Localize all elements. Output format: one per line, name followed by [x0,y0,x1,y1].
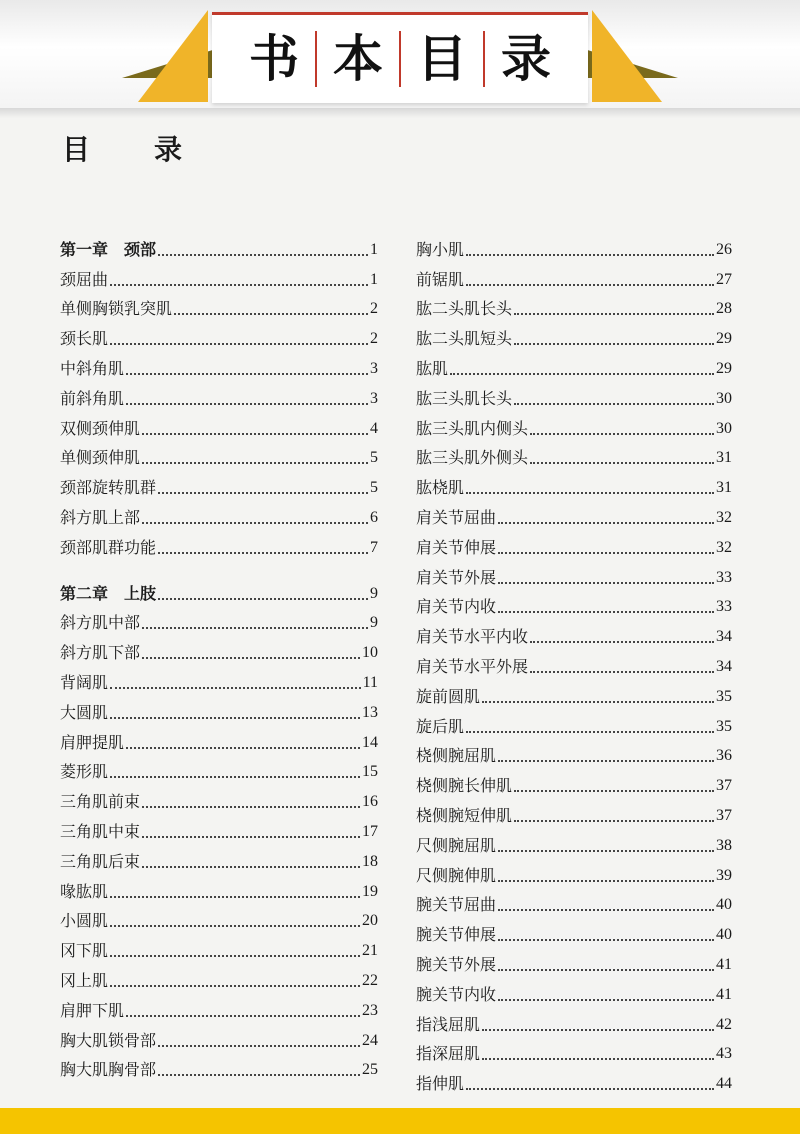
toc-heading: 目 录 [62,133,201,166]
toc-leader-dots [158,1074,360,1076]
toc-leader-dots [142,462,368,464]
toc-entry-label: 肱肌 [416,358,449,378]
toc-leader-dots [530,641,714,643]
toc-page-number: 43 [716,1045,732,1063]
toc-entry-label: 冈下肌 [60,941,109,961]
toc-page-number: 38 [716,836,732,854]
toc-entry-label: 肱三头肌长头 [416,388,513,408]
toc-page-number: 17 [362,822,378,840]
toc-page-number: 32 [716,508,732,526]
toc-leader-dots [530,671,714,673]
banner-shadow [0,108,800,118]
toc-page-number: 41 [716,985,732,1003]
toc-leader-dots [498,611,714,613]
toc-page-number: 33 [716,598,732,616]
toc-page-number: 27 [716,270,732,288]
toc-page-number: 14 [362,733,378,751]
toc-entry-label: 指深屈肌 [416,1044,481,1064]
toc-entry-label: 前斜角肌 [60,388,125,408]
toc-entry-label: 胸大肌锁骨部 [60,1030,157,1050]
toc-leader-dots [498,850,714,852]
toc-leader-dots [514,820,714,822]
toc-leader-dots [498,880,714,882]
toc-entry-label: 腕关节屈曲 [416,895,497,915]
toc-entry-label: 斜方肌中部 [60,613,141,633]
toc-entry-label: 颈部肌群功能 [60,537,157,557]
toc-page-number: 9 [370,614,378,632]
toc-entry-label: 肩胛提肌 [60,732,125,752]
toc-leader-dots [498,969,714,971]
toc-page-number: 1 [370,270,378,288]
toc-leader-dots [466,1088,714,1090]
toc-page-number: 19 [362,882,378,900]
toc-page-number: 26 [716,240,732,258]
toc-entry[interactable] [60,379,378,409]
toc-entry[interactable] [416,677,732,707]
toc-leader-dots [158,552,368,554]
toc-left-column [60,230,378,1080]
toc-entry-label: 斜方肌上部 [60,507,141,527]
toc-entry[interactable] [416,647,732,677]
toc-page-number: 40 [716,896,732,914]
toc-entry[interactable] [60,842,378,872]
toc-entry-label: 胸大肌胸骨部 [60,1060,157,1080]
toc-entry[interactable] [416,617,732,647]
toc-page-number: 29 [716,359,732,377]
toc-leader-dots [530,433,714,435]
toc-entry[interactable] [60,439,378,469]
banner-title-char: 录 [501,30,551,88]
toc-page-number: 30 [716,389,732,407]
toc-entry[interactable] [416,1064,732,1094]
toc-entry-label: 肩关节水平外展 [416,656,529,676]
toc-entry[interactable] [416,439,732,469]
toc-entry-label: 颈屈曲 [60,269,109,289]
banner-title-char: 本 [333,30,383,88]
toc-entry-label: 小圆肌 [60,911,109,931]
toc-entry[interactable] [416,349,732,379]
toc-leader-dots [142,522,368,524]
toc-leader-dots [498,582,714,584]
toc-entry-label: 尺侧腕伸肌 [416,865,497,885]
toc-page-number: 37 [716,806,732,824]
toc-entry-label: 菱形肌 [60,762,109,782]
toc-entry-label: 腕关节内收 [416,984,497,1004]
toc-page-number: 36 [716,747,732,765]
toc-leader-dots [498,552,714,554]
toc-entry-label: 三角肌中束 [60,821,141,841]
toc-entry[interactable] [60,693,378,723]
toc-entry-label: 前锯肌 [416,269,465,289]
toc-entry[interactable] [60,991,378,1021]
toc-entry[interactable] [60,528,378,558]
toc-page-number: 35 [716,717,732,735]
toc-entry-label: 肱三头肌外侧头 [416,448,529,468]
toc-page-number: 42 [716,1015,732,1033]
toc-leader-dots [158,254,368,256]
toc-right-column [416,230,732,1094]
toc-leader-dots [498,939,714,941]
toc-spacer [60,558,378,574]
toc-page-number: 1 [370,240,378,258]
toc-entry-label: 第一章 颈部 [60,239,157,259]
toc-leader-dots [514,790,714,792]
toc-leader-dots [126,1015,360,1017]
toc-entry[interactable] [416,558,732,588]
toc-leader-dots [174,313,368,315]
toc-entry-label: 第二章 上肢 [60,583,157,603]
toc-entry[interactable] [416,737,732,767]
toc-entry[interactable] [416,975,732,1005]
toc-page-number: 44 [716,1075,732,1093]
toc-page-number: 11 [362,673,378,691]
toc-entry-label: 肩关节内收 [416,597,497,617]
toc-page-number: 31 [716,449,732,467]
toc-entry[interactable] [60,902,378,932]
toc-page-number: 34 [716,657,732,675]
toc-entry-label: 肱二头肌长头 [416,299,513,319]
toc-entry-label: 肱三头肌内侧头 [416,418,529,438]
toc-page-number: 25 [362,1061,378,1079]
toc-entry-label: 三角肌后束 [60,851,141,871]
toc-page-number: 4 [370,419,378,437]
toc-leader-dots [142,433,368,435]
toc-leader-dots [482,1058,714,1060]
toc-entry[interactable] [416,528,732,558]
toc-entry-label: 肩关节屈曲 [416,507,497,527]
toc-entry[interactable] [60,604,378,634]
toc-page-number: 41 [716,955,732,973]
toc-entry-label: 桡侧腕短伸肌 [416,805,513,825]
banner-left-accent [138,10,208,102]
toc-entry-label: 背阔肌 [60,672,109,692]
toc-entry-label: 旋前圆肌 [416,686,481,706]
toc-entry[interactable] [416,945,732,975]
toc-page-number: 3 [370,389,378,407]
toc-leader-dots [126,373,368,375]
toc-page-number: 40 [716,926,732,944]
toc-entry-label: 单侧胸锁乳突肌 [60,299,173,319]
toc-leader-dots [158,598,368,600]
toc-entry[interactable] [416,379,732,409]
toc-page-number: 6 [370,508,378,526]
toc-leader-dots [142,806,360,808]
toc-page-number: 18 [362,852,378,870]
toc-entry-label: 肩胛下肌 [60,1000,125,1020]
toc-entry[interactable] [60,290,378,320]
toc-entry[interactable] [60,498,378,528]
toc-entry-label: 斜方肌下部 [60,643,141,663]
toc-leader-dots [466,492,714,494]
toc-page-number: 32 [716,538,732,556]
toc-entry-label: 颈长肌 [60,329,109,349]
toc-entry-label: 肩关节水平内收 [416,627,529,647]
toc-entry[interactable] [60,1021,378,1051]
toc-entry[interactable] [60,872,378,902]
toc-leader-dots [142,657,360,659]
toc-leader-dots [110,717,360,719]
toc-leader-dots [110,985,360,987]
toc-page-number: 2 [370,330,378,348]
toc-leader-dots [110,955,360,957]
toc-entry[interactable] [416,319,732,349]
toc-page-number: 2 [370,300,378,318]
toc-page-number: 5 [370,449,378,467]
toc-leader-dots [110,925,360,927]
toc-entry[interactable] [416,409,732,439]
toc-page-number: 23 [362,1001,378,1019]
toc-leader-dots [158,1045,360,1047]
toc-entry-label: 胸小肌 [416,239,465,259]
toc-entry[interactable] [60,349,378,379]
toc-page-number: 30 [716,419,732,437]
toc-entry[interactable] [60,1051,378,1081]
toc-page-number: 7 [370,538,378,556]
toc-entry-label: 喙肱肌 [60,881,109,901]
toc-entry[interactable] [60,782,378,812]
toc-entry-label: 指浅屈肌 [416,1014,481,1034]
toc-page-number: 28 [716,300,732,318]
toc-entry[interactable] [60,409,378,439]
toc-leader-dots [142,627,368,629]
toc-entry[interactable] [60,931,378,961]
toc-entry-label: 大圆肌 [60,702,109,722]
toc-leader-dots [142,836,360,838]
toc-entry[interactable] [416,230,732,260]
toc-page-number: 39 [716,866,732,884]
toc-page-number: 22 [362,971,378,989]
toc-entry[interactable] [60,260,378,290]
toc-entry[interactable] [60,633,378,663]
toc-page-number: 29 [716,330,732,348]
toc-leader-dots [514,403,714,405]
toc-page-number: 20 [362,912,378,930]
toc-leader-dots [110,896,360,898]
toc-entry[interactable] [60,468,378,498]
toc-entry-label: 肱桡肌 [416,478,465,498]
toc-entry[interactable] [416,856,732,886]
toc-leader-dots [514,343,714,345]
banner-right-accent [592,10,662,102]
toc-entry[interactable] [416,468,732,498]
toc-entry-label: 中斜角肌 [60,358,125,378]
toc-entry[interactable] [416,498,732,528]
toc-entry[interactable] [416,1035,732,1065]
toc-page-number: 24 [362,1031,378,1049]
toc-entry-label: 颈部旋转肌群 [60,478,157,498]
banner-title-char: 目 [417,30,467,88]
toc-entry[interactable] [60,961,378,991]
toc-entry[interactable] [416,796,732,826]
toc-entry-label: 双侧颈伸肌 [60,418,141,438]
toc-leader-dots [126,747,360,749]
toc-leader-dots [142,866,360,868]
toc-entry-label: 冈上肌 [60,970,109,990]
toc-page-number: 5 [370,479,378,497]
toc-leader-dots [466,731,714,733]
toc-entry[interactable] [60,753,378,783]
toc-leader-dots [466,254,714,256]
toc-entry[interactable] [416,1005,732,1035]
toc-page-number: 35 [716,687,732,705]
toc-entry[interactable] [416,707,732,737]
toc-leader-dots [498,909,714,911]
toc-page-number: 15 [362,763,378,781]
toc-leader-dots [110,284,368,286]
toc-page-number: 21 [362,942,378,960]
toc-leader-dots [110,776,360,778]
toc-leader-dots [498,522,714,524]
toc-leader-dots [530,462,714,464]
toc-entry-label: 腕关节伸展 [416,925,497,945]
toc-leader-dots [466,284,714,286]
footer-bar [0,1108,800,1134]
toc-leader-dots [498,760,714,762]
toc-entry[interactable] [416,588,732,618]
toc-entry[interactable] [416,260,732,290]
toc-leader-dots [514,313,714,315]
toc-entry[interactable] [416,915,732,945]
toc-entry-label: 肱二头肌短头 [416,329,513,349]
toc-page-number: 16 [362,793,378,811]
toc-entry[interactable] [416,290,732,320]
toc-entry[interactable] [416,886,732,916]
toc-leader-dots [158,492,368,494]
toc-leader-dots [482,1029,714,1031]
toc-page-number: 34 [716,628,732,646]
toc-leader-dots [110,687,361,689]
toc-entry[interactable] [416,766,732,796]
toc-entry[interactable] [60,319,378,349]
toc-page-number: 13 [362,703,378,721]
toc-page-number: 33 [716,568,732,586]
banner-title [212,12,588,103]
toc-chapter-entry[interactable] [60,230,378,260]
toc-leader-dots [126,403,368,405]
toc-entry-label: 旋后肌 [416,716,465,736]
toc-entry[interactable] [416,826,732,856]
toc-chapter-entry[interactable] [60,574,378,604]
toc-entry-label: 桡侧腕屈肌 [416,746,497,766]
toc-page-number: 10 [362,644,378,662]
toc-entry-label: 肩关节伸展 [416,537,497,557]
toc-leader-dots [110,343,368,345]
toc-entry-label: 三角肌前束 [60,792,141,812]
toc-page-number: 9 [370,584,378,602]
toc-page-number: 3 [370,359,378,377]
toc-entry-label: 肩关节外展 [416,567,497,587]
toc-entry-label: 尺侧腕屈肌 [416,835,497,855]
toc-entry[interactable] [60,723,378,753]
toc-entry-label: 桡侧腕长伸肌 [416,776,513,796]
toc-entry[interactable] [60,663,378,693]
toc-entry-label: 指伸肌 [416,1074,465,1094]
toc-page-number: 31 [716,479,732,497]
toc-entry-label: 腕关节外展 [416,954,497,974]
toc-leader-dots [450,373,714,375]
banner-title-char: 书 [249,30,299,88]
toc-entry-label: 单侧颈伸肌 [60,448,141,468]
toc-leader-dots [498,999,714,1001]
toc-entry[interactable] [60,812,378,842]
toc-page-number: 37 [716,777,732,795]
toc-leader-dots [482,701,714,703]
